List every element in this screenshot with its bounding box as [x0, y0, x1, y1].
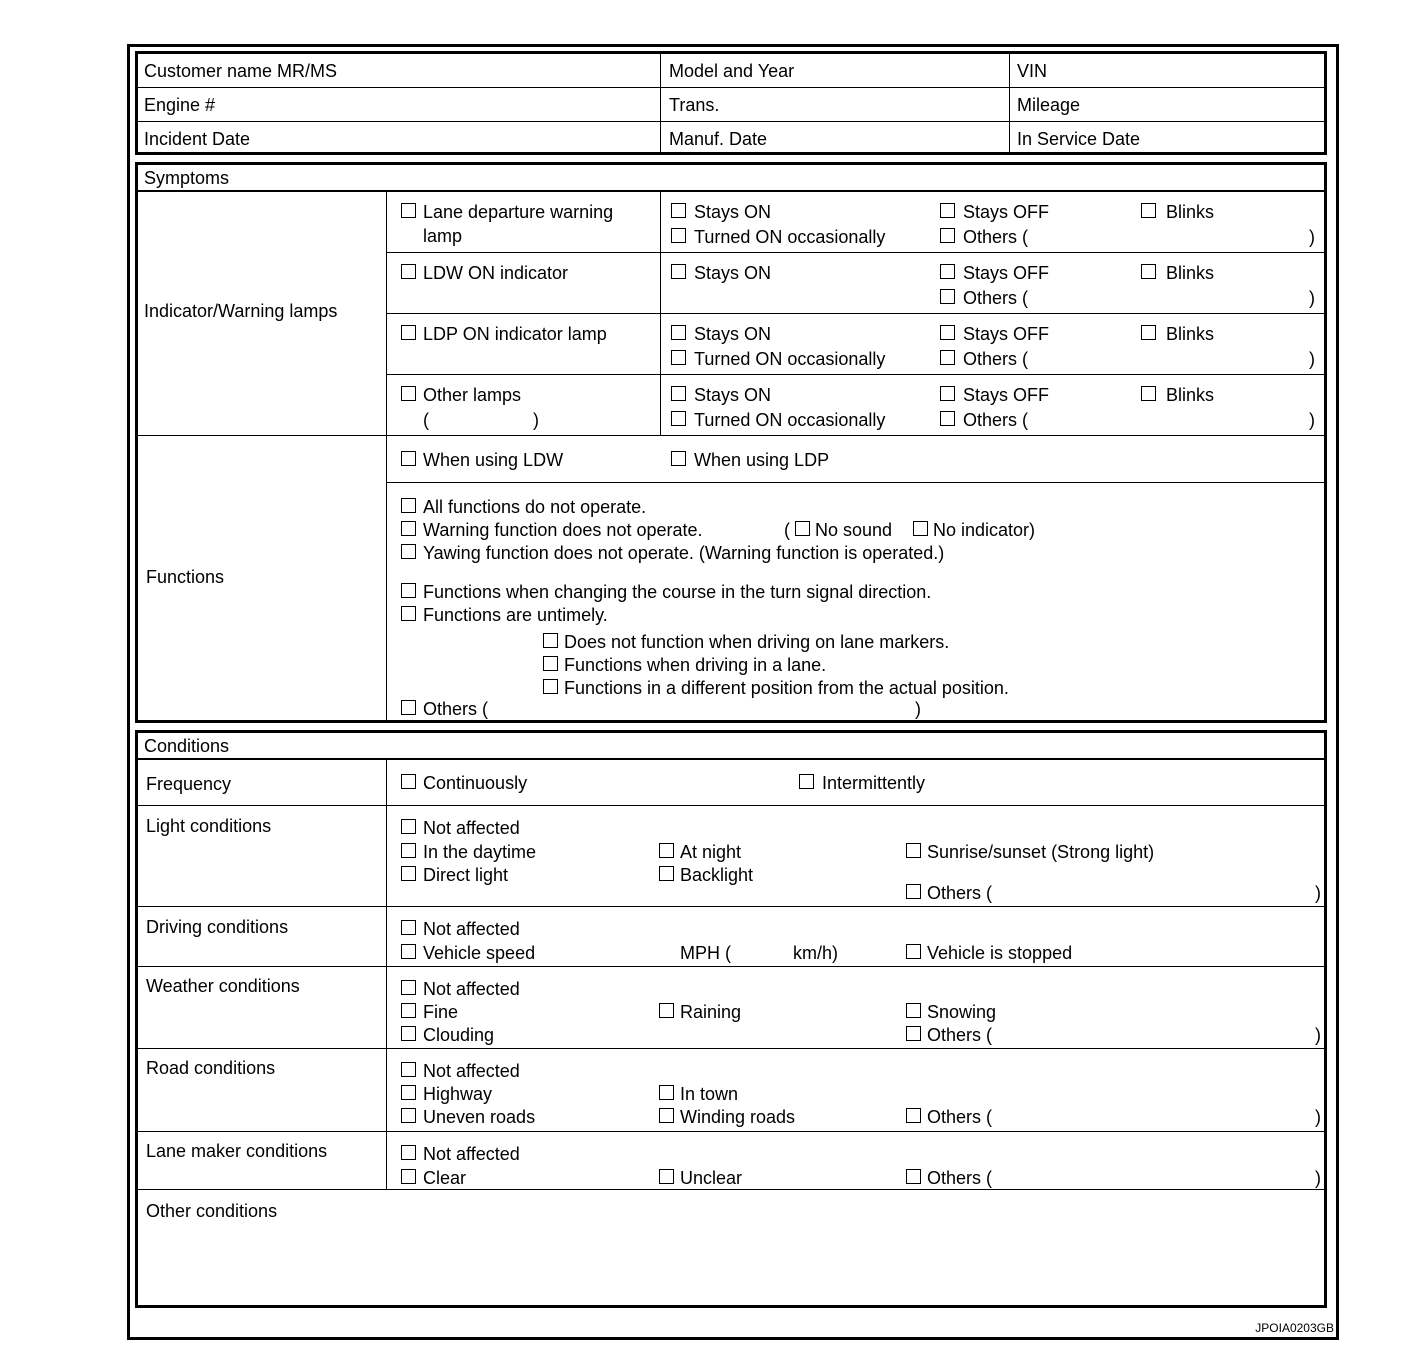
clear-checkbox[interactable] [401, 1169, 416, 1184]
stays-on-checkbox[interactable] [671, 325, 686, 340]
no-sound-label: No sound [815, 520, 893, 540]
lamp-name: Lane departure warning [423, 202, 614, 222]
light-not-affected-label: Not affected [423, 818, 520, 838]
ldw-on-indicator-checkbox[interactable] [401, 264, 416, 279]
others-label: Others ( [963, 410, 1029, 430]
conditions-title: Conditions [144, 736, 230, 756]
turned-on-checkbox[interactable] [671, 411, 686, 426]
functions-diff-pos-checkbox[interactable] [543, 679, 558, 694]
other-lamps-close-paren: ) [533, 410, 539, 430]
stays-on-checkbox[interactable] [671, 203, 686, 218]
model-year-label: Model and Year [669, 61, 795, 81]
continuously-checkbox[interactable] [401, 774, 416, 789]
in-town-label: In town [680, 1084, 739, 1104]
others-checkbox[interactable] [940, 289, 955, 304]
intermittently-checkbox[interactable] [799, 774, 814, 789]
close-paren: ) [1315, 1107, 1321, 1127]
open-paren: ( [784, 520, 790, 540]
blinks-checkbox[interactable] [1141, 264, 1156, 279]
daytime-checkbox[interactable] [401, 843, 416, 858]
close-paren: ) [1309, 227, 1315, 247]
turned-on-label: Turned ON occasionally [694, 227, 886, 247]
direct-light-label: Direct light [423, 865, 509, 885]
vin-label: VIN [1017, 61, 1048, 81]
stays-on-label: Stays ON [694, 385, 772, 405]
others-checkbox[interactable] [940, 350, 955, 365]
functions-course-checkbox[interactable] [401, 583, 416, 598]
light-conditions-label: Light conditions [146, 816, 272, 836]
clouding-checkbox[interactable] [401, 1026, 416, 1041]
road-others-label: Others ( [927, 1107, 993, 1127]
no-sound-checkbox[interactable] [795, 521, 810, 536]
functions-in-lane-label: Functions when driving in a lane. [564, 655, 827, 675]
snowing-label: Snowing [927, 1002, 997, 1022]
driving-not-affected-label: Not affected [423, 919, 520, 939]
all-functions-checkbox[interactable] [401, 498, 416, 513]
stays-off-label: Stays OFF [963, 324, 1050, 344]
highway-label: Highway [423, 1084, 493, 1104]
kmh-label: km/h) [793, 943, 838, 963]
figure-code: JPOIA0203GB [1255, 1321, 1334, 1335]
warning-function-label: Warning function does not operate. [423, 520, 703, 540]
light-not-affected-checkbox[interactable] [401, 819, 416, 834]
functions-untimely-checkbox[interactable] [401, 606, 416, 621]
others-checkbox[interactable] [940, 228, 955, 243]
unclear-label: Unclear [680, 1168, 743, 1188]
vehicle-stopped-checkbox[interactable] [906, 944, 921, 959]
close-paren: ) [1315, 883, 1321, 903]
light-others-label: Others ( [927, 883, 993, 903]
functions-untimely-label: Functions are untimely. [423, 605, 608, 625]
sunrise-sunset-checkbox[interactable] [906, 843, 921, 858]
no-indicator-label: No indicator) [933, 520, 1036, 540]
road-others-checkbox[interactable] [906, 1108, 921, 1123]
close-paren: ) [1309, 349, 1315, 369]
others-label: Others ( [963, 349, 1029, 369]
stays-off-checkbox[interactable] [940, 264, 955, 279]
stays-off-label: Stays OFF [963, 202, 1050, 222]
continuously-label: Continuously [423, 773, 528, 793]
mileage-label: Mileage [1017, 95, 1081, 115]
lamp-name-line2: lamp [423, 226, 463, 246]
lamp-name: LDP ON indicator lamp [423, 324, 607, 344]
blinks-checkbox[interactable] [1141, 386, 1156, 401]
lane-conditions-label: Lane maker conditions [146, 1141, 328, 1161]
weather-others-label: Others ( [927, 1025, 993, 1045]
close-paren: ) [1315, 1025, 1321, 1045]
incident-date-label: Incident Date [144, 129, 251, 149]
stays-off-checkbox[interactable] [940, 386, 955, 401]
road-conditions-label: Road conditions [146, 1058, 276, 1078]
lane-others-checkbox[interactable] [906, 1169, 921, 1184]
unclear-checkbox[interactable] [659, 1169, 674, 1184]
backlight-label: Backlight [680, 865, 754, 885]
vehicle-stopped-label: Vehicle is stopped [927, 943, 1073, 963]
winding-roads-label: Winding roads [680, 1107, 796, 1127]
intermittently-label: Intermittently [822, 773, 926, 793]
snowing-checkbox[interactable] [906, 1003, 921, 1018]
turned-on-label: Turned ON occasionally [694, 410, 886, 430]
light-others-checkbox[interactable] [906, 884, 921, 899]
clouding-label: Clouding [423, 1025, 495, 1045]
frequency-label: Frequency [146, 774, 232, 794]
turned-on-checkbox[interactable] [671, 228, 686, 243]
customer-name-label: Customer name MR/MS [144, 61, 338, 81]
stays-off-checkbox[interactable] [940, 325, 955, 340]
other-lamps-open-paren: ( [423, 410, 429, 430]
functions-label: Functions [146, 567, 225, 587]
raining-label: Raining [680, 1002, 742, 1022]
does-not-function-label: Does not function when driving on lane markers. [564, 632, 950, 652]
functions-others-checkbox[interactable] [401, 700, 416, 715]
lamp-name: LDW ON indicator [423, 263, 569, 283]
turned-on-checkbox[interactable] [671, 350, 686, 365]
functions-diff-pos-label: Functions in a different position from the actual position. [564, 678, 1009, 698]
direct-light-checkbox[interactable] [401, 866, 416, 881]
others-checkbox[interactable] [940, 411, 955, 426]
lane-not-affected-label: Not affected [423, 1144, 520, 1164]
stays-on-label: Stays ON [694, 202, 772, 222]
fine-label: Fine [423, 1002, 459, 1022]
stays-on-checkbox[interactable] [671, 264, 686, 279]
stays-off-label: Stays OFF [963, 263, 1050, 283]
stays-on-checkbox[interactable] [671, 386, 686, 401]
when-using-ldp-label: When using LDP [694, 450, 830, 470]
all-functions-label: All functions do not operate. [423, 497, 647, 517]
blinks-label: Blinks [1166, 324, 1215, 344]
blinks-label: Blinks [1166, 385, 1215, 405]
driving-conditions-label: Driving conditions [146, 917, 289, 937]
vehicle-speed-label: Vehicle speed [423, 943, 536, 963]
close-paren: ) [1315, 1168, 1321, 1188]
warning-function-checkbox[interactable] [401, 521, 416, 536]
stays-on-label: Stays ON [694, 263, 772, 283]
close-paren: ) [1309, 288, 1315, 308]
weather-conditions-label: Weather conditions [146, 976, 300, 996]
vehicle-speed-checkbox[interactable] [401, 944, 416, 959]
blinks-checkbox[interactable] [1141, 325, 1156, 340]
functions-course-label: Functions when changing the course in the turn signal direction. [423, 582, 932, 602]
does-not-function-checkbox[interactable] [543, 633, 558, 648]
weather-not-affected-checkbox[interactable] [401, 980, 416, 995]
functions-others-label: Others ( [423, 699, 489, 719]
blinks-label: Blinks [1166, 263, 1215, 283]
symptoms-title: Symptoms [144, 168, 230, 188]
when-using-ldp-checkbox[interactable] [671, 451, 686, 466]
engine-label: Engine # [144, 95, 216, 115]
at-night-checkbox[interactable] [659, 843, 674, 858]
blinks-label: Blinks [1166, 202, 1215, 222]
road-not-affected-checkbox[interactable] [401, 1062, 416, 1077]
road-not-affected-label: Not affected [423, 1061, 520, 1081]
winding-roads-checkbox[interactable] [659, 1108, 674, 1123]
ldp-on-indicator-lamp-checkbox[interactable] [401, 325, 416, 340]
mph-label: MPH ( [680, 943, 731, 963]
close-paren: ) [1309, 410, 1315, 430]
driving-not-affected-checkbox[interactable] [401, 920, 416, 935]
weather-not-affected-label: Not affected [423, 979, 520, 999]
at-night-label: At night [680, 842, 742, 862]
uneven-roads-label: Uneven roads [423, 1107, 536, 1127]
weather-others-checkbox[interactable] [906, 1026, 921, 1041]
when-using-ldw-checkbox[interactable] [401, 451, 416, 466]
stays-off-checkbox[interactable] [940, 203, 955, 218]
others-label: Others ( [963, 288, 1029, 308]
other-conditions-label: Other conditions [146, 1201, 278, 1221]
when-using-ldw-label: When using LDW [423, 450, 564, 470]
yawing-function-label: Yawing function does not operate. (Warning function is operated.) [423, 543, 945, 563]
lane-others-label: Others ( [927, 1168, 993, 1188]
uneven-roads-checkbox[interactable] [401, 1108, 416, 1123]
lane-not-affected-checkbox[interactable] [401, 1145, 416, 1160]
stays-off-label: Stays OFF [963, 385, 1050, 405]
in-service-date-label: In Service Date [1017, 129, 1141, 149]
blinks-checkbox[interactable] [1141, 203, 1156, 218]
trans-label: Trans. [669, 95, 720, 115]
turned-on-label: Turned ON occasionally [694, 349, 886, 369]
backlight-checkbox[interactable] [659, 866, 674, 881]
lane-departure-warning-lamp-checkbox[interactable] [401, 203, 416, 218]
fine-checkbox[interactable] [401, 1003, 416, 1018]
others-label: Others ( [963, 227, 1029, 247]
highway-checkbox[interactable] [401, 1085, 416, 1100]
lamp-name: Other lamps [423, 385, 522, 405]
manuf-date-label: Manuf. Date [669, 129, 768, 149]
functions-in-lane-checkbox[interactable] [543, 656, 558, 671]
in-town-checkbox[interactable] [659, 1085, 674, 1100]
other-lamps-checkbox[interactable] [401, 386, 416, 401]
indicator-warning-lamps-label: Indicator/Warning lamps [144, 301, 338, 321]
clear-label: Clear [423, 1168, 467, 1188]
sunrise-sunset-label: Sunrise/sunset (Strong light) [927, 842, 1155, 862]
no-indicator-checkbox[interactable] [913, 521, 928, 536]
stays-on-label: Stays ON [694, 324, 772, 344]
yawing-function-checkbox[interactable] [401, 544, 416, 559]
close-paren: ) [915, 699, 921, 719]
daytime-label: In the daytime [423, 842, 537, 862]
raining-checkbox[interactable] [659, 1003, 674, 1018]
